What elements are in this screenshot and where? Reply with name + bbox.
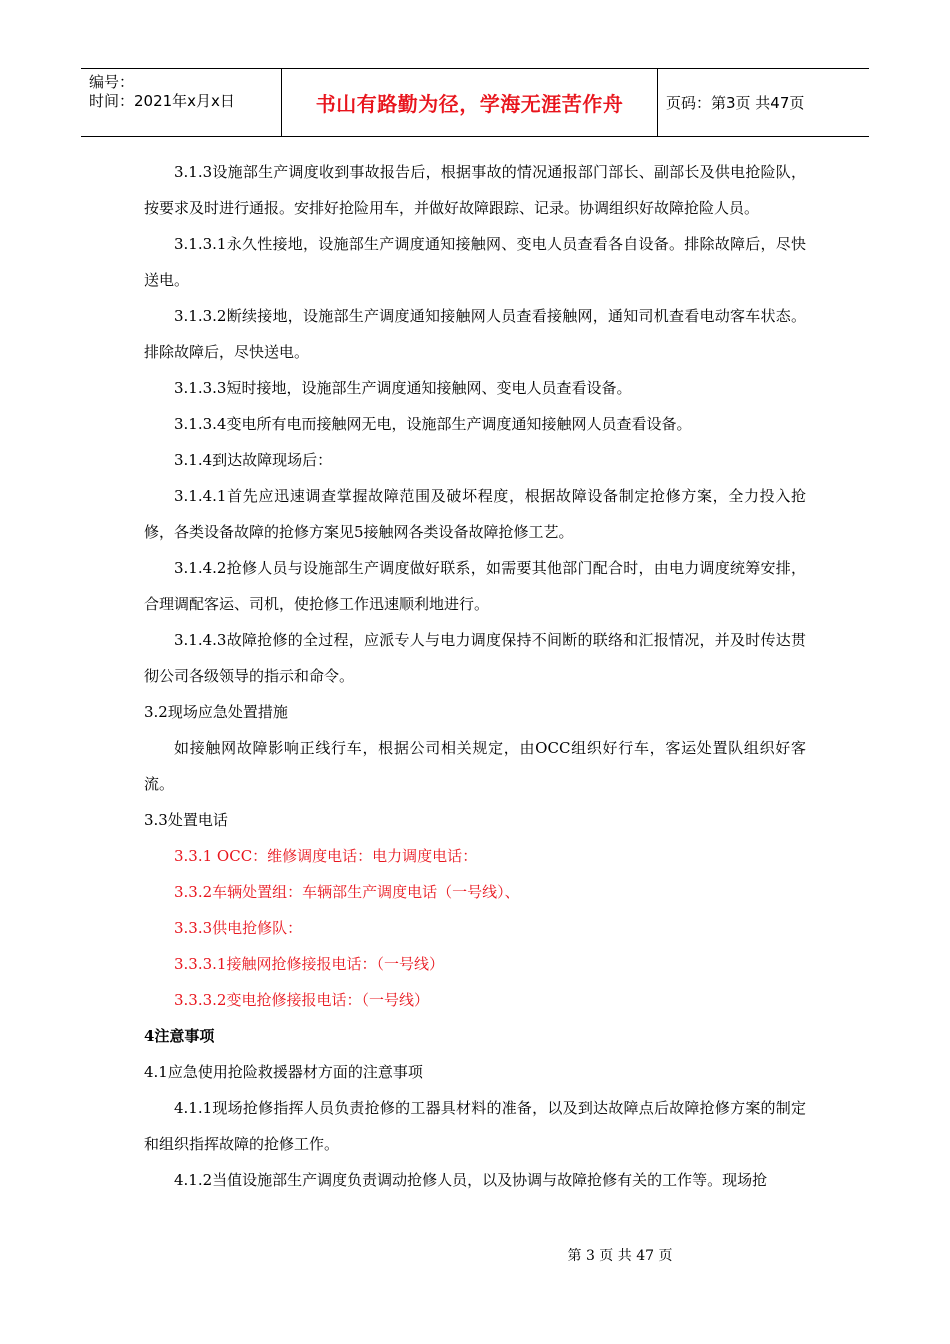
paragraph: 3.1.3.4变电所有电而接触网无电，设施部生产调度通知接触网人员查看设备。 xyxy=(174,415,692,433)
paragraph: 3.1.4.3故障抢修的全过程，应派专人与电力调度保持不间断的联络和汇报情况，并及时传达贯彻公司各级领导的指示和命令。 xyxy=(144,631,806,685)
paragraph: 3.1.3.1永久性接地，设施部生产调度通知接触网、变电人员查看各自设备。排除故障后，尽快送电。 xyxy=(144,235,806,289)
paragraph: 如接触网故障影响正线行车，根据公司相关规定，由OCC组织好行车，客运处置队组织好客流。 xyxy=(144,739,806,793)
footer-page-number: 第 3 页 共 47 页 xyxy=(567,1248,673,1264)
paragraph: 4.1应急使用抢险救援器材方面的注意事项 xyxy=(144,1063,423,1081)
paragraph: 3.2现场应急处置措施 xyxy=(144,703,288,721)
document-body xyxy=(144,154,806,1198)
paragraph: 3.1.4到达故障现场后： xyxy=(174,451,333,469)
paragraph: 4.1.2当值设施部生产调度负责调动抢修人员，以及协调与故障抢修有关的工作等。现场抢 xyxy=(174,1171,768,1189)
paragraph: 3.3.2车辆处置组：车辆部生产调度电话（一号线）、 xyxy=(174,883,520,901)
paragraph: 3.1.3设施部生产调度收到事故报告后，根据事故的情况通报部门部长、副部长及供电抢险队，按要求及时进行通报。安排好抢险用车，并做好故障跟踪、记录。协调组织好故障抢险人员。 xyxy=(144,163,806,217)
paragraph: 3.3.3供电抢修队： xyxy=(174,919,303,937)
header-info-cell xyxy=(81,69,282,136)
page-footer xyxy=(0,1245,950,1265)
document-number-label: 编号： xyxy=(89,73,135,91)
motto-text: 书山有路勤为径，学海无涯苦作舟 xyxy=(315,92,624,116)
page-info-cell xyxy=(666,69,866,136)
paragraph: 3.1.4.1首先应迅速调查掌握故障范围及破坏程度，根据故障设备制定抢修方案，全力投入抢修，各类设备故障的抢修方案见5接触网各类设备故障抢修工艺。 xyxy=(144,487,806,541)
paragraph: 3.3.1 OCC：维修调度电话：电力调度电话： xyxy=(174,847,478,865)
paragraph: 3.3.3.2变电抢修接报电话：（一号线） xyxy=(174,991,429,1009)
paragraph: 4.1.1现场抢修指挥人员负责抢修的工器具材料的准备，以及到达故障点后故障抢修方案的制定和组织指挥故障的抢修工作。 xyxy=(144,1099,806,1153)
paragraph: 4注意事项 xyxy=(144,1027,215,1045)
page-info-text: 页码：第3页 共47页 xyxy=(666,94,805,112)
paragraph: 3.3.3.1接触网抢修接报电话：（一号线） xyxy=(174,955,444,973)
paragraph: 3.1.4.2抢修人员与设施部生产调度做好联系，如需要其他部门配合时，由电力调度统筹安排，合理调配客运、司机，使抢修工作迅速顺利地进行。 xyxy=(144,559,806,613)
motto-cell xyxy=(282,69,658,136)
paragraph: 3.1.3.2断续接地，设施部生产调度通知接触网人员查看接触网，通知司机查看电动客车状态。排除故障后，尽快送电。 xyxy=(144,307,806,361)
date-label: 时间：2021年x月x日 xyxy=(89,92,235,110)
paragraph: 3.1.3.3短时接地，设施部生产调度通知接触网、变电人员查看设备。 xyxy=(174,379,632,397)
paragraph: 3.3处置电话 xyxy=(144,811,228,829)
header-table xyxy=(81,68,869,137)
